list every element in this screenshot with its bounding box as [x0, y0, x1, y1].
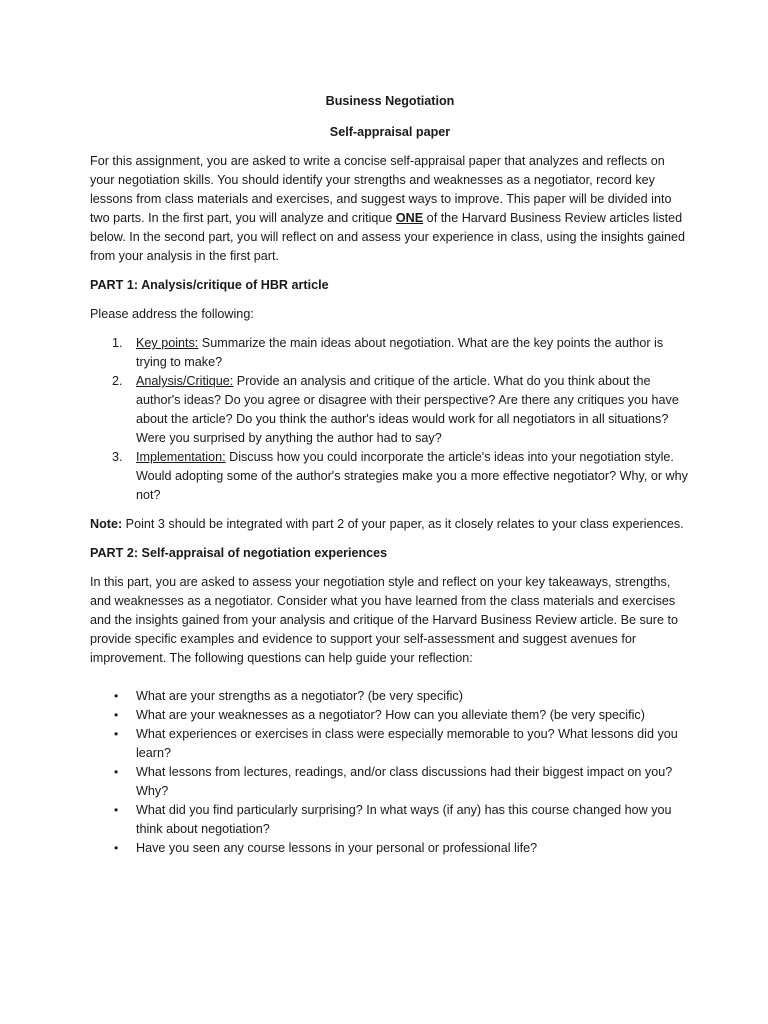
item-text: Provide an analysis and critique of the article. What do you think about the author's ideas? Do you agree or disagree with their perspective? Are there any critiques you have about the article? Do you think the author's ideas would work for all negotiators in all situations? Were you surprised by anything the author had to say? [136, 374, 679, 445]
list-item-text: What are your weaknesses as a negotiator? How can you alleviate them? (be very specific) [136, 708, 645, 722]
list-item-text: What lessons from lectures, readings, and/or class discussions had their biggest impact on you? Why? [136, 765, 673, 798]
item-text: Summarize the main ideas about negotiation. What are the key points the author is trying to make? [136, 336, 664, 369]
bullet-icon: • [114, 841, 119, 855]
part1-item [90, 334, 690, 372]
list-item-text: Have you seen any course lessons in your personal or professional life? [136, 841, 538, 855]
bullet-icon: • [114, 727, 119, 741]
document-body [90, 92, 690, 858]
list-item [90, 801, 690, 839]
list-item [90, 706, 690, 725]
list-item [90, 725, 690, 763]
part2-list [90, 687, 690, 858]
bullet-icon: • [114, 765, 119, 779]
bullet-icon: • [114, 689, 119, 703]
intro-text-start: For this assignment, you are asked to write a concise self-appraisal paper that analyzes and reflects on your negotiation skills. You should identify your strengths and weaknesses as a negotiator, record key lessons from class materials and exercises, and suggest ways to improve. This paper will be divided into two parts. In the first part, you will analyze and critique [90, 154, 672, 225]
part1-item [90, 372, 690, 448]
bullet-icon: • [114, 708, 119, 722]
list-item-text: What did you find particularly surprising? In what ways (if any) has this course changed how you think about negotiation? [136, 803, 672, 836]
note-text: Point 3 should be integrated with part 2 of your paper, as it closely relates to your class experiences. [122, 517, 684, 531]
item-number: 2. [112, 374, 123, 388]
part1-item [90, 448, 690, 505]
list-item-text: What are your strengths as a negotiator? (be very specific) [136, 689, 463, 703]
intro-emphasis: ONE [395, 211, 424, 225]
list-item [90, 763, 690, 801]
intro-paragraph [90, 152, 690, 266]
document-title: Business Negotiation [325, 94, 455, 108]
document-subtitle: Self-appraisal paper [329, 125, 451, 139]
note-label: Note: [90, 517, 123, 531]
item-label: Implementation: [136, 450, 226, 464]
list-item [90, 839, 690, 858]
item-label: Analysis/Critique: [136, 374, 234, 388]
part1-lead: Please address the following: [90, 307, 254, 321]
item-number: 3. [112, 450, 123, 464]
part1-list [90, 334, 690, 505]
item-number: 1. [112, 336, 123, 350]
part1-heading: PART 1: Analysis/critique of HBR article [90, 278, 329, 292]
item-text: Discuss how you could incorporate the article's ideas into your negotiation style. Would adopting some of the author's strategies make you a more effective negotiator? Why, or why not? [136, 450, 688, 502]
note-paragraph [90, 515, 690, 534]
intro-text-end: of the Harvard Business Review articles listed below. In the second part, you will reflect on and assess your experience in class, using the insights gained from your analysis in the first part. [90, 211, 686, 263]
item-label: Key points: [136, 336, 199, 350]
bullet-icon: • [114, 803, 119, 817]
part2-heading: PART 2: Self-appraisal of negotiation experiences [90, 546, 388, 560]
list-item-text: What experiences or exercises in class were especially memorable to you? What lessons did you learn? [136, 727, 678, 760]
part2-intro: In this part, you are asked to assess your negotiation style and reflect on your key takeaways, strengths, and weaknesses as a negotiator. Consider what you have learned from the class materials and exercises and the insights gained from your analysis and critique of the Harvard Business Review article. Be sure to provide specific examples and evidence to support your self-assessment and suggest avenues for improvement. The following questions can help guide your reflection: [90, 575, 679, 665]
list-item [90, 687, 690, 706]
